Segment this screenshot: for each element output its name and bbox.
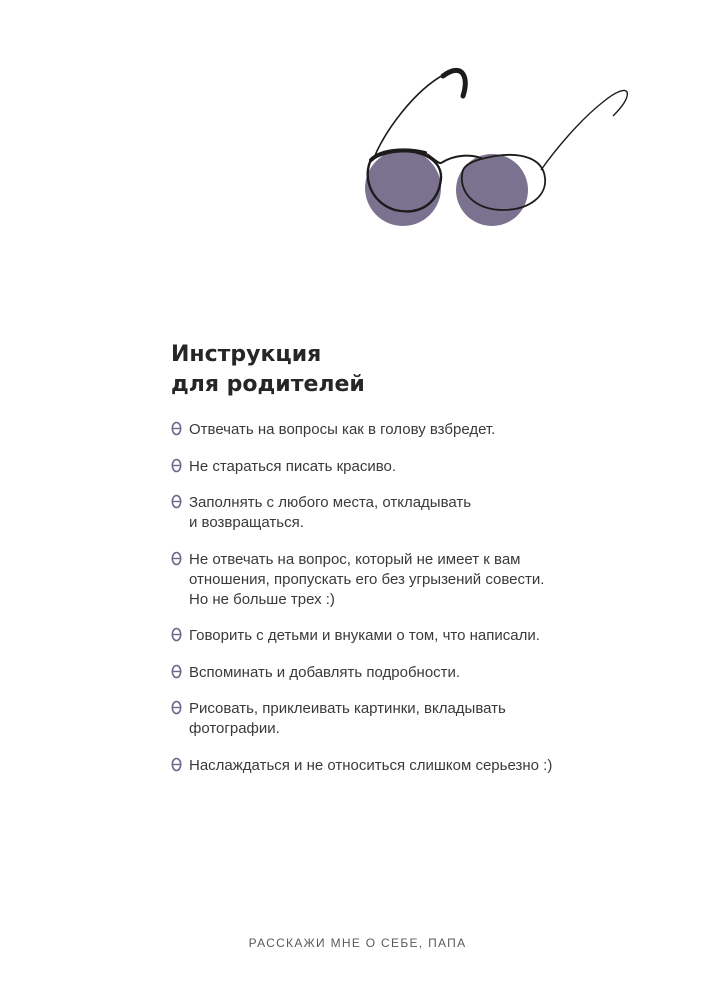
list-item-text: Вспоминать и добавлять подробности. (189, 663, 461, 681)
list-item (171, 756, 641, 776)
list-item-text: Рисовать, приклеивать картинки, вкладывать фотографии. (189, 700, 506, 737)
zero-bullet-icon (171, 699, 189, 715)
title-line-1: Инструкция (171, 342, 322, 367)
zero-bullet-icon (171, 756, 189, 772)
list-item-text: Отвечать на вопросы как в голову взбредет. (189, 421, 496, 438)
zero-bullet-icon (171, 550, 189, 566)
list-item (171, 699, 641, 739)
zero-bullet-icon (171, 457, 189, 473)
list-item (171, 493, 641, 533)
list-item (171, 663, 641, 683)
list-item-text: Не отвечать на вопрос, который не имеет к вам отношения, пропускать его без угрызений совести. Но не больше трех :) (189, 550, 545, 608)
zero-bullet-icon (171, 493, 189, 509)
list-item-text: Наслаждаться и не относиться слишком серьезно :) (189, 756, 553, 774)
instruction-list (171, 420, 641, 776)
list-item (171, 626, 641, 646)
zero-bullet-icon (171, 420, 189, 436)
right-temple (541, 90, 627, 170)
zero-bullet-icon (171, 663, 189, 679)
title-line-2: для родителей (171, 372, 365, 397)
list-item-text: Заполнять с любого места, откладывать и возвращаться. (189, 494, 472, 531)
running-footer: РАССКАЖИ МНЕ О СЕБЕ, ПАПА (248, 936, 467, 950)
zero-bullet-icon (171, 626, 189, 642)
list-item (171, 550, 641, 610)
list-item-text: Говорить с детьми и внуками о том, что написали. (189, 627, 540, 644)
list-item (171, 420, 641, 440)
left-temple (373, 72, 465, 160)
list-item (171, 457, 641, 477)
list-item-text: Не стараться писать красиво. (189, 457, 397, 475)
page-title (171, 340, 365, 400)
left-lens (365, 150, 441, 226)
left-temple-tip (443, 70, 465, 96)
glasses-icon (355, 60, 635, 240)
